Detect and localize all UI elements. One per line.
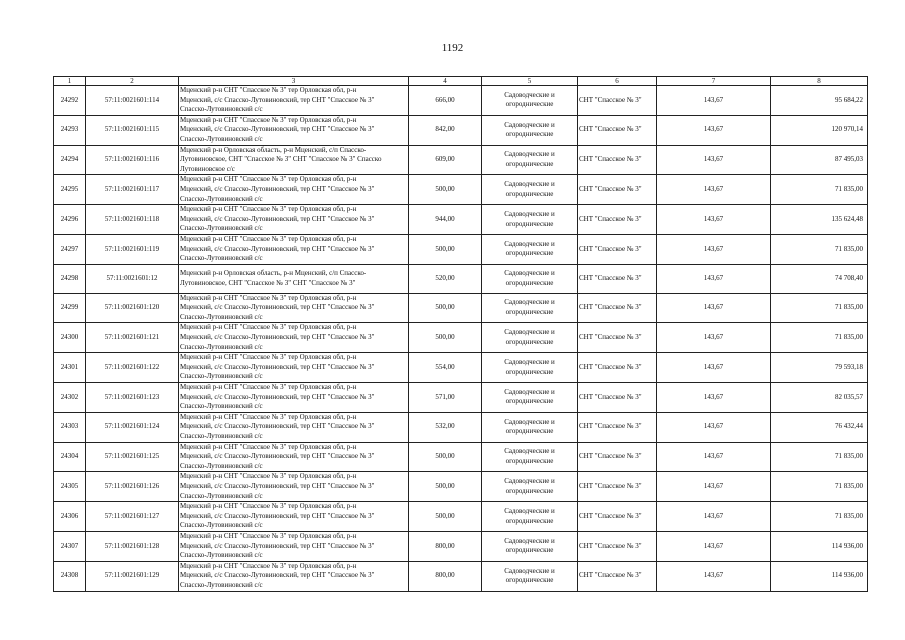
- address-line: Мценский, с/с Спасско-Лутовиновский, тер СНТ "Спасское № 3": [180, 333, 375, 342]
- specific-value-cell: 143,67: [657, 383, 771, 413]
- address-line: Спасско-Лутовиновский с/с: [180, 402, 263, 411]
- table-row: [54, 205, 868, 235]
- record-number-cell: 24298: [54, 264, 86, 293]
- cadastral-value-cell: 76 432,44: [771, 412, 868, 442]
- cadastral-number-cell: 57:11:0021601:12: [86, 264, 179, 293]
- land-use-line: Садоводческие и: [504, 298, 555, 307]
- specific-value-cell: 143,67: [657, 86, 771, 116]
- table-row: [54, 412, 868, 442]
- land-use-line: огороднические: [505, 278, 554, 287]
- land-use-line: Садоводческие и: [504, 209, 555, 218]
- area-cell: 944,00: [409, 205, 482, 235]
- address-line: Мценский р-н Орловская область, р-н Мценский, с/п Спасско-: [180, 269, 367, 278]
- land-use-line: Садоводческие и: [504, 239, 555, 248]
- table-row: [54, 175, 868, 205]
- record-number-cell: 24300: [54, 323, 86, 353]
- land-use-line: огороднические: [505, 249, 554, 258]
- land-use-line: Садоводческие и: [504, 180, 555, 189]
- address-line: Спасско-Лутовиновский с/с: [180, 461, 263, 470]
- address-cell: [179, 264, 409, 293]
- land-use-line: огороднические: [505, 219, 554, 228]
- address-line: Мценский р-н СНТ "Спасское № 3" тер Орловская обл, р-н: [180, 323, 357, 332]
- cadastral-number-cell: 57:11:0021601:120: [86, 293, 179, 323]
- snt-name-cell: СНТ "Спасское № 3": [578, 502, 657, 532]
- cadastral-number-cell: 57:11:0021601:118: [86, 205, 179, 235]
- cadastral-value-cell: 71 835,00: [771, 293, 868, 323]
- snt-name-cell: СНТ "Спасское № 3": [578, 205, 657, 235]
- cadastral-number-cell: 57:11:0021601:127: [86, 502, 179, 532]
- column-number-header: 6: [578, 77, 657, 86]
- snt-name-cell: СНТ "Спасское № 3": [578, 145, 657, 175]
- cadastral-number-cell: 57:11:0021601:115: [86, 115, 179, 145]
- column-number-header: 3: [179, 77, 409, 86]
- snt-name-cell: СНТ "Спасское № 3": [578, 442, 657, 472]
- address-line: Спасско-Лутовиновский с/с: [180, 551, 263, 560]
- snt-name-cell: СНТ "Спасское № 3": [578, 323, 657, 353]
- cadastral-number-cell: 57:11:0021601:121: [86, 323, 179, 353]
- table-row: [54, 323, 868, 353]
- address-cell: [179, 412, 409, 442]
- address-line: Мценский р-н СНТ "Спасское № 3" тер Орловская обл, р-н: [180, 383, 357, 392]
- land-use-line: Садоводческие и: [504, 387, 555, 396]
- cadastral-number-cell: 57:11:0021601:114: [86, 86, 179, 116]
- table-row: [54, 86, 868, 116]
- snt-name-cell: СНТ "Спасское № 3": [578, 175, 657, 205]
- address-line: Мценский р-н СНТ "Спасское № 3" тер Орловская обл, р-н: [180, 502, 357, 511]
- address-line: Спасско-Лутовиновский с/с: [180, 342, 263, 351]
- address-line: Мценский, с/с Спасско-Лутовиновский, тер СНТ "Спасское № 3": [180, 184, 375, 193]
- address-cell: [179, 323, 409, 353]
- land-use-cell: [482, 442, 578, 472]
- specific-value-cell: 143,67: [657, 323, 771, 353]
- land-use-line: Садоводческие и: [504, 536, 555, 545]
- address-cell: [179, 293, 409, 323]
- land-use-line: огороднические: [505, 308, 554, 317]
- address-cell: [179, 502, 409, 532]
- specific-value-cell: 143,67: [657, 293, 771, 323]
- specific-value-cell: 143,67: [657, 502, 771, 532]
- table-row: [54, 115, 868, 145]
- record-number-cell: 24302: [54, 383, 86, 413]
- address-cell: [179, 86, 409, 116]
- snt-name-cell: СНТ "Спасское № 3": [578, 353, 657, 383]
- cadastral-number-cell: 57:11:0021601:117: [86, 175, 179, 205]
- address-line: Мценский, с/с Спасско-Лутовиновский, тер СНТ "Спасское № 3": [180, 392, 375, 401]
- address-line: Мценский р-н СНТ "Спасское № 3" тер Орловская обл, р-н: [180, 561, 357, 570]
- area-cell: 554,00: [409, 353, 482, 383]
- snt-name-cell: СНТ "Спасское № 3": [578, 561, 657, 591]
- snt-name-cell: СНТ "Спасское № 3": [578, 412, 657, 442]
- address-line: Мценский, с/с Спасско-Лутовиновский, тер СНТ "Спасское № 3": [180, 511, 375, 520]
- address-line: Мценский р-н СНТ "Спасское № 3" тер Орловская обл, р-н: [180, 86, 357, 94]
- snt-name-cell: СНТ "Спасское № 3": [578, 472, 657, 502]
- address-line: Мценский, с/с Спасско-Лутовиновский, тер СНТ "Спасское № 3": [180, 422, 375, 431]
- column-number-header-row: [54, 77, 868, 86]
- land-plots-table: [53, 76, 868, 592]
- area-cell: 500,00: [409, 234, 482, 264]
- land-use-line: огороднические: [505, 189, 554, 198]
- record-number-cell: 24305: [54, 472, 86, 502]
- address-line: Мценский р-н СНТ "Спасское № 3" тер Орловская обл, р-н: [180, 234, 357, 243]
- address-line: Мценский р-н СНТ "Спасское № 3" тер Орловская обл, р-н: [180, 115, 357, 124]
- address-line: Мценский, с/с Спасско-Лутовиновский, тер СНТ "Спасское № 3": [180, 244, 375, 253]
- land-use-cell: [482, 86, 578, 116]
- address-line: Мценский, с/с Спасско-Лутовиновский, тер СНТ "Спасское № 3": [180, 95, 375, 104]
- address-line: Спасско-Лутовиновский с/с: [180, 372, 263, 381]
- record-number-cell: 24306: [54, 502, 86, 532]
- address-line: Мценский р-н СНТ "Спасское № 3" тер Орловская обл, р-н: [180, 175, 357, 184]
- address-line: Мценский р-н СНТ "Спасское № 3" тер Орловская обл, р-н: [180, 353, 357, 362]
- cadastral-number-cell: 57:11:0021601:116: [86, 145, 179, 175]
- specific-value-cell: 143,67: [657, 412, 771, 442]
- land-use-line: Садоводческие и: [504, 566, 555, 575]
- land-use-cell: [482, 412, 578, 442]
- area-cell: 800,00: [409, 531, 482, 561]
- table-row: [54, 561, 868, 591]
- land-use-line: Садоводческие и: [504, 150, 555, 159]
- land-use-cell: [482, 531, 578, 561]
- record-number-cell: 24297: [54, 234, 86, 264]
- address-line: Спасско-Лутовиновский с/с: [180, 134, 263, 143]
- table-row: [54, 234, 868, 264]
- cadastral-number-cell: 57:11:0021601:124: [86, 412, 179, 442]
- page-number: 1192: [441, 42, 464, 54]
- address-line: Мценский, с/с Спасско-Лутовиновский, тер СНТ "Спасское № 3": [180, 125, 375, 134]
- cadastral-value-cell: 87 495,03: [771, 145, 868, 175]
- address-line: Мценский р-н СНТ "Спасское № 3" тер Орловская обл, р-н: [180, 531, 357, 540]
- address-line: Лутовиновское, СНТ "Спасское № 3" СНТ "Спасское № 3": [180, 278, 356, 287]
- land-use-cell: [482, 502, 578, 532]
- address-cell: [179, 531, 409, 561]
- cadastral-value-cell: 114 936,00: [771, 531, 868, 561]
- address-line: Мценский, с/с Спасско-Лутовиновский, тер СНТ "Спасское № 3": [180, 303, 375, 312]
- column-number-header: 1: [54, 77, 86, 86]
- address-line: Мценский р-н СНТ "Спасское № 3" тер Орловская обл, р-н: [180, 293, 357, 302]
- record-number-cell: 24294: [54, 145, 86, 175]
- address-line: Спасско-Лутовиновский с/с: [180, 312, 263, 321]
- specific-value-cell: 143,67: [657, 442, 771, 472]
- land-use-cell: [482, 323, 578, 353]
- land-use-cell: [482, 234, 578, 264]
- table-row: [54, 293, 868, 323]
- address-cell: [179, 145, 409, 175]
- specific-value-cell: 143,67: [657, 234, 771, 264]
- cadastral-value-cell: 79 593,18: [771, 353, 868, 383]
- cadastral-value-cell: 71 835,00: [771, 472, 868, 502]
- address-line: Мценский р-н СНТ "Спасское № 3" тер Орловская обл, р-н: [180, 472, 357, 481]
- table-row: [54, 264, 868, 293]
- column-number-header: 2: [86, 77, 179, 86]
- specific-value-cell: 143,67: [657, 115, 771, 145]
- area-cell: 842,00: [409, 115, 482, 145]
- land-use-cell: [482, 353, 578, 383]
- cadastral-value-cell: 71 835,00: [771, 175, 868, 205]
- area-cell: 500,00: [409, 175, 482, 205]
- address-cell: [179, 115, 409, 145]
- area-cell: 666,00: [409, 86, 482, 116]
- land-use-line: огороднические: [505, 516, 554, 525]
- area-cell: 500,00: [409, 472, 482, 502]
- address-cell: [179, 442, 409, 472]
- table-row: [54, 472, 868, 502]
- specific-value-cell: 143,67: [657, 205, 771, 235]
- table-row: [54, 145, 868, 175]
- land-use-line: Садоводческие и: [504, 417, 555, 426]
- land-use-cell: [482, 175, 578, 205]
- land-use-line: Садоводческие и: [504, 358, 555, 367]
- area-cell: 532,00: [409, 412, 482, 442]
- land-use-line: огороднические: [505, 337, 554, 346]
- address-line: Мценский, с/с Спасско-Лутовиновский, тер СНТ "Спасское № 3": [180, 541, 375, 550]
- specific-value-cell: 143,67: [657, 561, 771, 591]
- snt-name-cell: СНТ "Спасское № 3": [578, 383, 657, 413]
- address-cell: [179, 234, 409, 264]
- address-cell: [179, 353, 409, 383]
- column-number-header: 4: [409, 77, 482, 86]
- record-number-cell: 24304: [54, 442, 86, 472]
- cadastral-value-cell: 71 835,00: [771, 442, 868, 472]
- land-use-line: Садоводческие и: [504, 506, 555, 515]
- cadastral-number-cell: 57:11:0021601:122: [86, 353, 179, 383]
- specific-value-cell: 143,67: [657, 175, 771, 205]
- address-line: Спасско-Лутовиновский с/с: [180, 432, 263, 440]
- address-line: Мценский р-н СНТ "Спасское № 3" тер Орловская обл, р-н: [180, 205, 357, 214]
- record-number-cell: 24301: [54, 353, 86, 383]
- cadastral-value-cell: 71 835,00: [771, 323, 868, 353]
- land-use-cell: [482, 293, 578, 323]
- land-use-line: Садоводческие и: [504, 328, 555, 337]
- record-number-cell: 24296: [54, 205, 86, 235]
- snt-name-cell: СНТ "Спасское № 3": [578, 531, 657, 561]
- address-line: Лутовиновское с/с: [180, 164, 235, 173]
- specific-value-cell: 143,67: [657, 145, 771, 175]
- address-line: Мценский, с/с Спасско-Лутовиновский, тер СНТ "Спасское № 3": [180, 362, 375, 371]
- address-cell: [179, 561, 409, 591]
- snt-name-cell: СНТ "Спасское № 3": [578, 86, 657, 116]
- land-use-line: Садоводческие и: [504, 477, 555, 486]
- table-row: [54, 531, 868, 561]
- address-cell: [179, 205, 409, 235]
- area-cell: 800,00: [409, 561, 482, 591]
- area-cell: 500,00: [409, 293, 482, 323]
- area-cell: 500,00: [409, 502, 482, 532]
- address-line: Мценский р-н СНТ "Спасское № 3" тер Орловская обл, р-н: [180, 412, 357, 421]
- land-use-line: огороднические: [505, 456, 554, 465]
- area-cell: 520,00: [409, 264, 482, 293]
- table-row: [54, 383, 868, 413]
- land-use-line: огороднические: [505, 367, 554, 376]
- land-use-cell: [482, 145, 578, 175]
- table-row: [54, 502, 868, 532]
- record-number-cell: 24307: [54, 531, 86, 561]
- address-line: Спасско-Лутовиновский с/с: [180, 224, 263, 233]
- address-line: Спасско-Лутовиновский с/с: [180, 105, 263, 114]
- area-cell: 500,00: [409, 323, 482, 353]
- land-use-line: Садоводческие и: [504, 447, 555, 456]
- land-use-cell: [482, 205, 578, 235]
- record-number-cell: 24308: [54, 561, 86, 591]
- cadastral-value-cell: 95 684,22: [771, 86, 868, 116]
- land-use-cell: [482, 264, 578, 293]
- table-row: [54, 442, 868, 472]
- land-use-line: огороднические: [505, 486, 554, 495]
- address-line: Мценский, с/с Спасско-Лутовиновский, тер СНТ "Спасское № 3": [180, 214, 375, 223]
- cadastral-value-cell: 82 035,57: [771, 383, 868, 413]
- address-cell: [179, 383, 409, 413]
- cadastral-number-cell: 57:11:0021601:129: [86, 561, 179, 591]
- land-use-line: Садоводческие и: [504, 90, 555, 99]
- record-number-cell: 24299: [54, 293, 86, 323]
- address-line: Мценский, с/с Спасско-Лутовиновский, тер СНТ "Спасское № 3": [180, 481, 375, 490]
- snt-name-cell: СНТ "Спасское № 3": [578, 234, 657, 264]
- cadastral-value-cell: 71 835,00: [771, 234, 868, 264]
- address-line: Спасско-Лутовиновский с/с: [180, 521, 263, 530]
- cadastral-number-cell: 57:11:0021601:125: [86, 442, 179, 472]
- address-line: Спасско-Лутовиновский с/с: [180, 580, 263, 589]
- specific-value-cell: 143,67: [657, 472, 771, 502]
- land-use-cell: [482, 115, 578, 145]
- cadastral-number-cell: 57:11:0021601:126: [86, 472, 179, 502]
- address-line: Спасско-Лутовиновский с/с: [180, 194, 263, 203]
- land-use-cell: [482, 472, 578, 502]
- address-line: Мценский р-н Орловская область, р-н Мценский, с/п Спасско-: [180, 145, 367, 154]
- specific-value-cell: 143,67: [657, 353, 771, 383]
- area-cell: 609,00: [409, 145, 482, 175]
- specific-value-cell: 143,67: [657, 531, 771, 561]
- snt-name-cell: СНТ "Спасское № 3": [578, 115, 657, 145]
- land-use-line: огороднические: [505, 576, 554, 585]
- address-cell: [179, 175, 409, 205]
- column-number-header: 5: [482, 77, 578, 86]
- address-cell: [179, 472, 409, 502]
- record-number-cell: 24292: [54, 86, 86, 116]
- land-use-line: огороднические: [505, 397, 554, 406]
- record-number-cell: 24303: [54, 412, 86, 442]
- land-use-line: огороднические: [505, 130, 554, 139]
- record-number-cell: 24293: [54, 115, 86, 145]
- table-row: [54, 353, 868, 383]
- address-line: Мценский, с/с Спасско-Лутовиновский, тер СНТ "Спасское № 3": [180, 452, 375, 461]
- land-use-cell: [482, 561, 578, 591]
- address-line: Спасско-Лутовиновский с/с: [180, 491, 263, 500]
- land-use-line: Садоводческие и: [504, 269, 555, 278]
- record-number-cell: 24295: [54, 175, 86, 205]
- cadastral-value-cell: 114 936,00: [771, 561, 868, 591]
- land-use-line: огороднические: [505, 159, 554, 168]
- specific-value-cell: 143,67: [657, 264, 771, 293]
- area-cell: 500,00: [409, 442, 482, 472]
- land-use-line: огороднические: [505, 546, 554, 555]
- land-use-line: Садоводческие и: [504, 120, 555, 129]
- address-line: Мценский, с/с Спасско-Лутовиновский, тер СНТ "Спасское № 3": [180, 571, 375, 580]
- address-line: Спасско-Лутовиновский с/с: [180, 254, 263, 263]
- cadastral-value-cell: 71 835,00: [771, 502, 868, 532]
- land-use-line: огороднические: [505, 100, 554, 109]
- cadastral-number-cell: 57:11:0021601:119: [86, 234, 179, 264]
- snt-name-cell: СНТ "Спасское № 3": [578, 264, 657, 293]
- address-line: Лутовиновское, СНТ "Спасское № 3" СНТ "Спасское № 3" Спасско: [180, 155, 382, 164]
- column-number-header: 7: [657, 77, 771, 86]
- cadastral-number-cell: 57:11:0021601:128: [86, 531, 179, 561]
- address-line: Мценский р-н СНТ "Спасское № 3" тер Орловская обл, р-н: [180, 442, 357, 451]
- cadastral-value-cell: 120 970,14: [771, 115, 868, 145]
- cadastral-value-cell: 74 708,40: [771, 264, 868, 293]
- cadastral-number-cell: 57:11:0021601:123: [86, 383, 179, 413]
- area-cell: 571,00: [409, 383, 482, 413]
- snt-name-cell: СНТ "Спасское № 3": [578, 293, 657, 323]
- column-number-header: 8: [771, 77, 868, 86]
- cadastral-value-cell: 135 624,48: [771, 205, 868, 235]
- land-use-cell: [482, 383, 578, 413]
- land-use-line: огороднические: [505, 427, 554, 436]
